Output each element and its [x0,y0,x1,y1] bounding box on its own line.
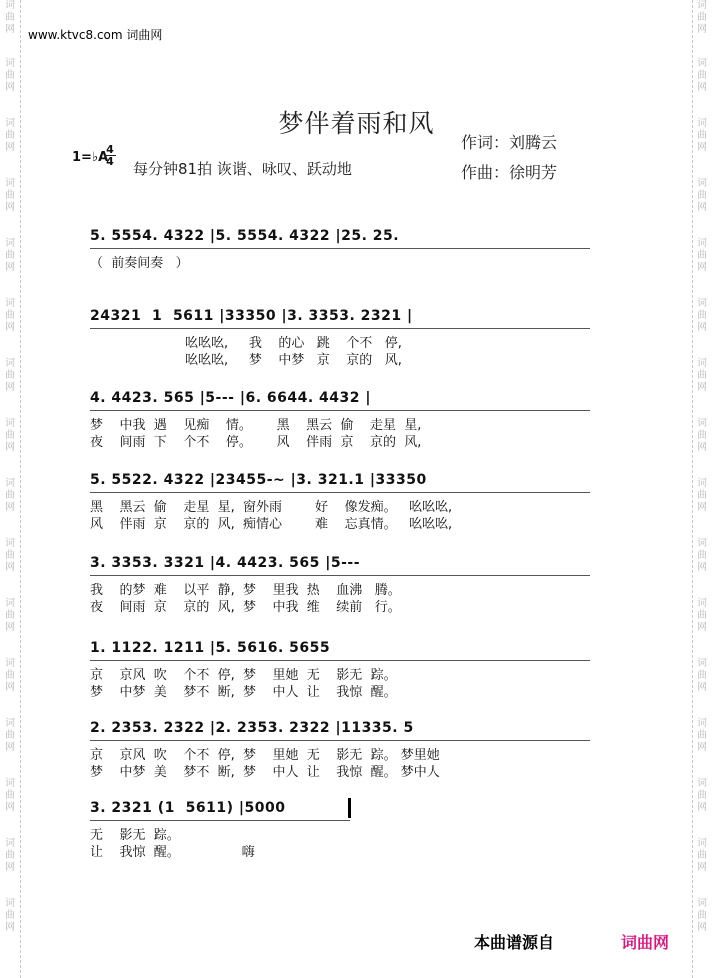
lyric-line-1: （ 前奏间奏 ） [90,256,189,271]
watermark-text: 词 曲 网 [5,0,15,35]
watermark-text: 词 曲 网 [697,418,707,453]
note-underline [90,660,590,662]
watermark-text: 词 曲 网 [697,178,707,213]
note-underline [90,248,590,250]
watermark-text: 词 曲 网 [5,718,15,753]
staff-3 [90,390,600,452]
lyric-line-2: 夜 间雨 京 京的 风, 梦 中我 维 续前 行。 [90,600,401,615]
lyricist-credit: 作词：刘腾云 [461,133,558,152]
lyric-line-1: 吆吆吆, 我 的心 跳 个不 停, [90,336,402,351]
note-underline [90,740,590,742]
staff-4 [90,472,600,534]
watermark-text: 词 曲 网 [697,58,707,93]
note-underline [90,820,350,822]
note-underline [90,410,590,412]
footer-source-label: 本曲谱源自 [474,933,555,952]
lyric-line-2: 吆吆吆, 梦 中梦 京 京的 风, [90,353,402,368]
watermark-text: 词 曲 网 [697,898,707,933]
staff-notes: 3. 2321 (1 5611) |5000 [90,800,286,816]
note-underline [90,328,590,330]
watermark-text: 词 曲 网 [5,898,15,933]
note-underline [90,575,590,577]
tempo-marking: 每分钟81拍 诙谐、咏叹、跃动地 [133,160,352,178]
site-url[interactable]: www.ktvc8.com 词曲网 [28,28,163,42]
staff-notes: 3. 3353. 3321 |4. 4423. 565 |5--- [90,555,361,571]
watermark-text: 词 曲 网 [5,778,15,813]
watermark-text: 词 曲 网 [697,718,707,753]
footer-brand-link[interactable]: 词曲网 [621,933,670,952]
watermark-text: 词 曲 网 [5,658,15,693]
staff-5 [90,555,600,617]
staff-8 [90,800,600,862]
watermark-text: 词 曲 网 [5,418,15,453]
lyric-line-2: 梦 中梦 美 梦不 断, 梦 中人 让 我惊 醒。 梦中人 [90,765,440,780]
watermark-text: 词 曲 网 [5,118,15,153]
time-signature [104,144,116,167]
song-title: 梦伴着雨和风 [278,109,435,138]
key-signature: 1=♭A [72,150,109,165]
staff-7 [90,720,600,782]
lyric-line-1: 无 影无 踪。 [90,828,180,843]
staff-notes: 5. 5522. 4322 |23455-~ |3. 321.1 |33350 [90,472,427,488]
watermark-text: 词 曲 网 [697,358,707,393]
staff-notes: 2. 2353. 2322 |2. 2353. 2322 |11335. 5 [90,720,414,736]
watermark-text: 词 曲 网 [5,598,15,633]
watermark-text: 词 曲 网 [5,838,15,873]
staff-notes: 5. 5554. 4322 |5. 5554. 4322 |25. 25. [90,228,400,244]
watermark-text: 词 曲 网 [697,478,707,513]
watermark-text: 词 曲 网 [697,238,707,273]
watermark-text: 词 曲 网 [5,238,15,273]
watermark-text: 词 曲 网 [697,658,707,693]
watermark-text: 词 曲 网 [697,778,707,813]
watermark-text: 词 曲 网 [5,478,15,513]
composer-credit: 作曲：徐明芳 [461,163,558,182]
lyric-line-2: 梦 中梦 美 梦不 断, 梦 中人 让 我惊 醒。 [90,685,397,700]
lyric-line-1: 我 的梦 难 以平 静, 梦 里我 热 血沸 腾。 [90,583,401,598]
watermark-text: 词 曲 网 [697,838,707,873]
lyric-line-2: 风 伴雨 京 京的 风, 痴情心 难 忘真情。 吆吆吆, [90,517,453,532]
watermark-text: 词 曲 网 [5,298,15,333]
watermark-text: 词 曲 网 [697,0,707,35]
staff-2 [90,308,600,370]
lyric-line-2: 夜 间雨 下 个不 停。 风 伴雨 京 京的 风, [90,435,422,450]
note-underline [90,492,590,494]
watermark-text: 词 曲 网 [697,118,707,153]
lyric-line-1: 京 京风 吹 个不 停, 梦 里她 无 影无 踪。 梦里她 [90,748,440,763]
final-barline [348,798,351,818]
watermark-text: 词 曲 网 [697,598,707,633]
meter-top: 4 [106,143,114,156]
watermark-text: 词 曲 网 [697,538,707,573]
watermark-text: 词 曲 网 [5,538,15,573]
lyric-line-2: 让 我惊 醒。 嗨 [90,845,255,860]
staff-notes: 1. 1122. 1211 |5. 5616. 5655 [90,640,331,656]
lyric-line-1: 梦 中我 遇 见痴 情。 黑 黑云 偷 走星 星, [90,418,422,433]
meter-bottom: 4 [104,155,116,167]
watermark-text: 词 曲 网 [5,58,15,93]
watermark-text: 词 曲 网 [697,298,707,333]
lyric-line-1: 京 京风 吹 个不 停, 梦 里她 无 影无 踪。 [90,668,397,683]
watermark-text: 词 曲 网 [5,358,15,393]
watermark-text: 词 曲 网 [5,178,15,213]
staff-1 [90,228,600,290]
lyric-line-1: 黑 黑云 偷 走星 星, 窗外雨 好 像发痴。 吆吆吆, [90,500,453,515]
staff-notes: 24321 1 5611 |33350 |3. 3353. 2321 | [90,308,413,324]
staff-notes: 4. 4423. 565 |5--- |6. 6644. 4432 | [90,390,372,406]
staff-6 [90,640,600,702]
